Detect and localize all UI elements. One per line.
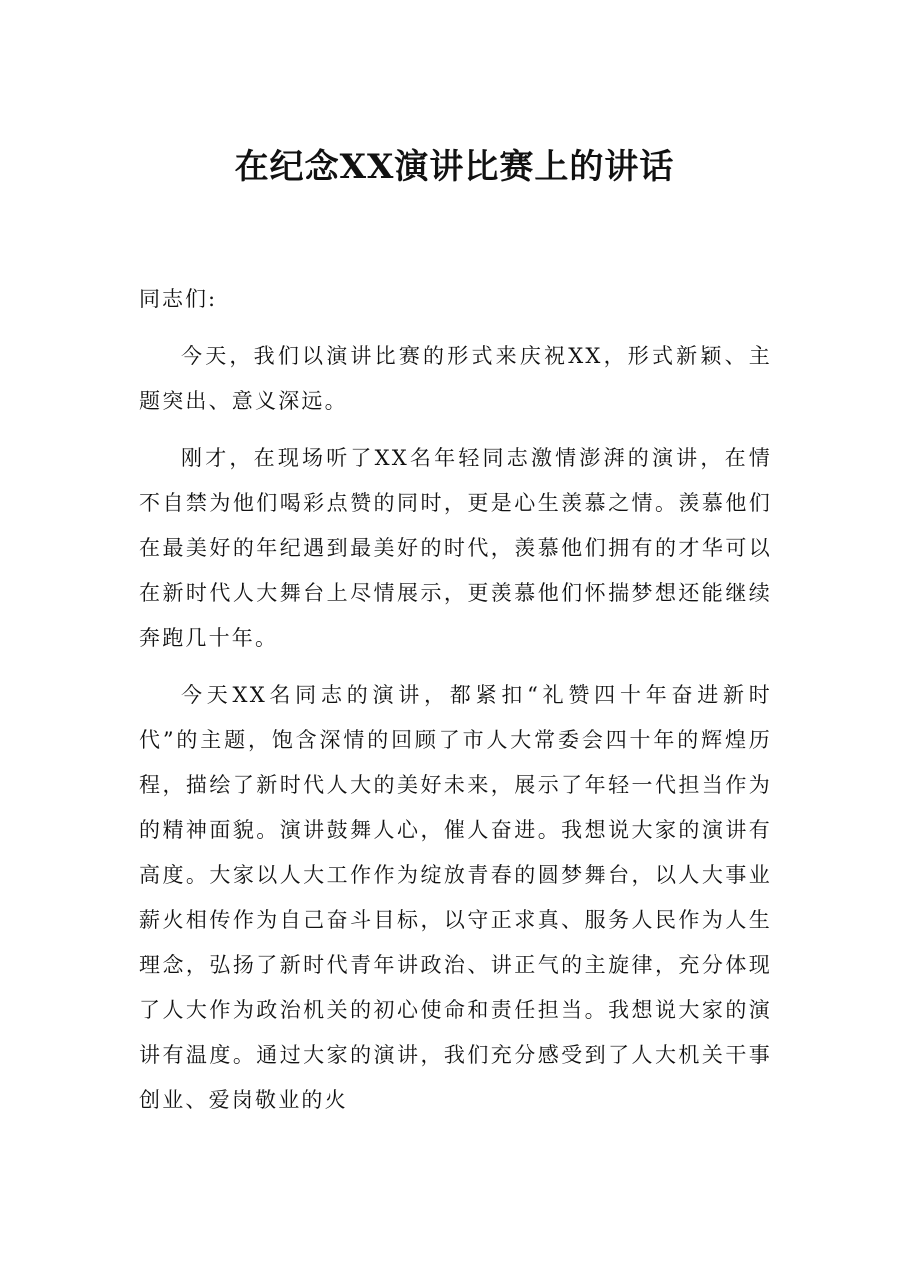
document-title: 在纪念XX演讲比赛上的讲话: [234, 147, 675, 187]
document-body: [139, 277, 772, 1135]
paragraph-1: 今天，我们以演讲比赛的形式来庆祝XX，形式新颖、主题突出、意义深远。: [139, 344, 772, 413]
salutation: 同志们:: [139, 287, 218, 311]
paragraph-3: 今天XX名同志的演讲，都紧扣“礼赞四十年奋进新时代”的主题，饱含深情的回顾了市人大常委会四十年的辉煌历程，描绘了新时代人大的美好未来，展示了年轻一代担当作为的精神面貌。演讲鼓舞人心，催人奋进。我想说大家的演讲有高度。大家以人大工作作为绽放青春的圆梦舞台，以人大事业薪火相传作为自己奋斗目标，以守正求真、服务人民作为人生理念，弘扬了新时代青年讲政治、讲正气的主旋律，充分体现了人大作为政治机关的初心使命和责任担当。我想说大家的演讲有温度。通过大家的演讲，我们充分感受到了人大机关干事创业、爱岗敬业的火: [139, 683, 772, 1112]
paragraph-2: 刚才，在现场听了XX名年轻同志激情澎湃的演讲，在情不自禁为他们喝彩点赞的同时，更是心生羡慕之情。羡慕他们在最美好的年纪遇到最美好的时代，羡慕他们拥有的才华可以在新时代人大舞台上尽情展示，更羡慕他们怀揣梦想还能继续奔跑几十年。: [139, 446, 772, 650]
